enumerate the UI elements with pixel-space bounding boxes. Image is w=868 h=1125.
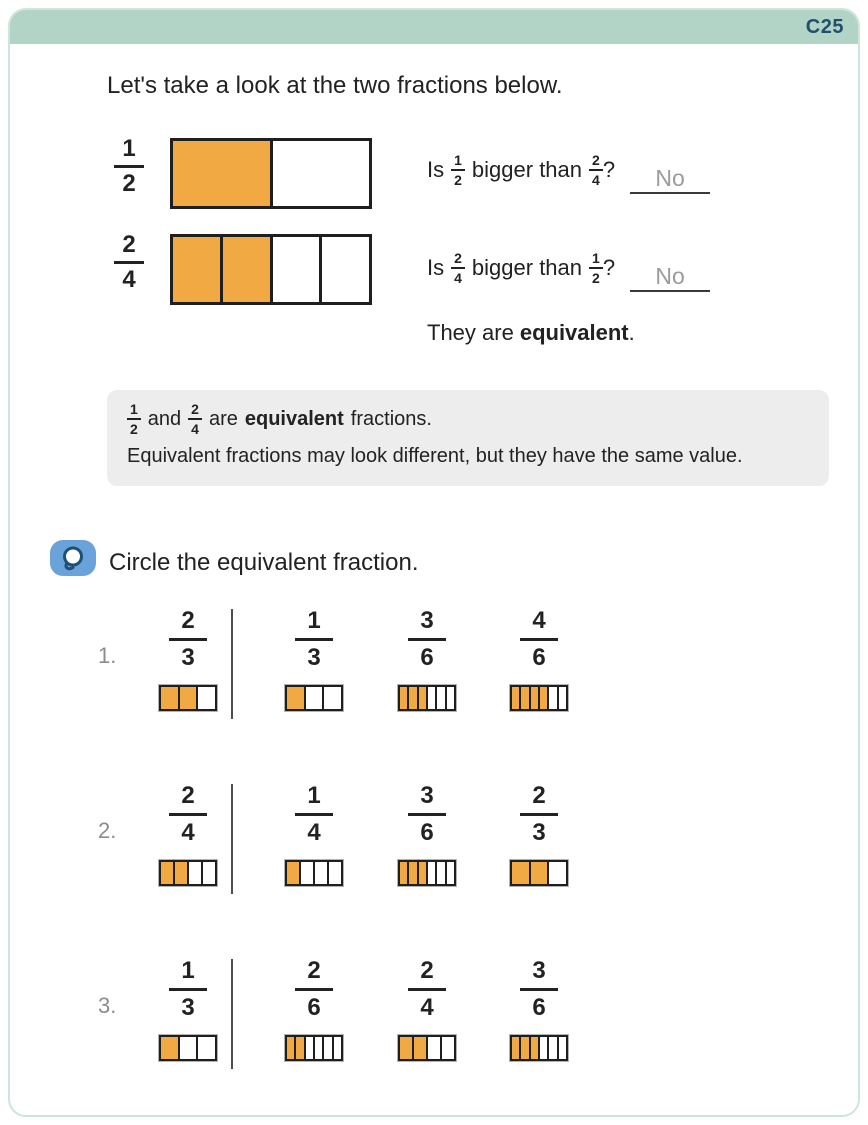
option-fraction[interactable]: $\frac{2}{3}$: [484, 782, 594, 886]
empty-cell: [426, 1037, 440, 1059]
fraction-line: [114, 261, 144, 264]
problem-number: 1.: [98, 643, 117, 668]
fraction-bar: [398, 860, 456, 886]
empty-cell: [187, 862, 201, 884]
empty-cell: [178, 1037, 197, 1059]
divider-line: [231, 959, 233, 1069]
problem-row-3: [10, 957, 858, 1117]
option-fraction[interactable]: $\frac{4}{6}$: [484, 607, 594, 711]
filled-cell: [512, 687, 519, 709]
empty-cell: [196, 1037, 215, 1059]
exercise-prompt: Circle the equivalent fraction.: [109, 549, 419, 576]
empty-cell: [445, 687, 454, 709]
filled-cell: [519, 1037, 528, 1059]
worksheet-card: [8, 8, 860, 1117]
header-band: [10, 10, 858, 44]
empty-cell: [327, 862, 341, 884]
option-fraction[interactable]: $\frac{3}{6}$: [484, 957, 594, 1061]
empty-cell: [557, 1037, 566, 1059]
fraction-bar: [510, 860, 568, 886]
empty-cell: [299, 862, 313, 884]
option-fraction[interactable]: $\frac{1}{4}$: [259, 782, 369, 886]
fraction-line: [520, 813, 558, 816]
question-mark: ?: [602, 157, 616, 182]
empty-cell: [538, 1037, 547, 1059]
filled-cell: [412, 1037, 426, 1059]
question-icon: [50, 540, 96, 576]
question-mark: ?: [602, 255, 616, 280]
question-text: bigger than: [471, 255, 583, 280]
filled-cell: [287, 1037, 294, 1059]
fraction-bar: [510, 685, 568, 711]
empty-cell: [435, 687, 444, 709]
fraction-bar: [398, 1035, 456, 1061]
filled-cell: [173, 141, 270, 206]
question-text: Is: [427, 157, 445, 182]
empty-cell: [270, 237, 320, 302]
filled-cell: [529, 1037, 538, 1059]
option-fraction[interactable]: $\frac{3}{6}$: [372, 607, 482, 711]
fraction-line: [169, 813, 207, 816]
empty-cell: [201, 862, 215, 884]
answer-blank-2[interactable]: [630, 263, 710, 292]
empty-cell: [322, 687, 341, 709]
filled-cell: [294, 1037, 303, 1059]
fraction-label-one-half: 1 2: [107, 136, 151, 197]
info-line-2: Equivalent fractions may look different, but they have the same value.: [127, 445, 743, 467]
inline-fraction-with-question-mark: [589, 251, 615, 285]
fraction-bar: [285, 860, 343, 886]
answer-text: No: [655, 164, 685, 191]
filled-cell: [529, 862, 548, 884]
filled-cell: [538, 687, 547, 709]
filled-cell: [529, 687, 538, 709]
fraction-line: [408, 813, 446, 816]
empty-cell: [313, 862, 327, 884]
empty-cell: [426, 862, 435, 884]
target-fraction: $\frac{2}{3}$: [133, 607, 243, 711]
filled-cell: [161, 862, 173, 884]
empty-cell: [313, 1037, 322, 1059]
filled-cell: [178, 687, 197, 709]
filled-cell: [512, 862, 529, 884]
fraction-line: [520, 988, 558, 991]
empty-cell: [304, 1037, 313, 1059]
empty-cell: [557, 687, 566, 709]
filled-cell: [519, 687, 528, 709]
filled-cell: [400, 1037, 412, 1059]
answer-text: No: [655, 262, 685, 289]
option-fraction[interactable]: $\frac{3}{6}$: [372, 782, 482, 886]
filled-cell: [161, 1037, 178, 1059]
filled-cell: [161, 687, 178, 709]
filled-cell: [220, 237, 270, 302]
empty-cell: [440, 1037, 454, 1059]
option-fraction[interactable]: $\frac{2}{4}$: [372, 957, 482, 1061]
problem-row-1: [10, 607, 858, 782]
fraction-bar-two-fourths: [170, 234, 372, 305]
problem-number: 3.: [98, 993, 117, 1018]
fraction-line: [114, 165, 144, 168]
empty-cell: [304, 687, 323, 709]
fraction-bar: [285, 1035, 343, 1061]
empty-cell: [547, 687, 556, 709]
filled-cell: [400, 862, 407, 884]
option-fraction[interactable]: $\frac{1}{3}$: [259, 607, 369, 711]
fraction-line: [520, 638, 558, 641]
empty-cell: [435, 862, 444, 884]
fraction-line: [295, 638, 333, 641]
inline-fraction-with-question-mark: [589, 153, 615, 187]
question-2: [427, 242, 710, 294]
filled-cell: [287, 862, 299, 884]
empty-cell: [445, 862, 454, 884]
empty-cell: [332, 1037, 341, 1059]
filled-cell: [173, 237, 220, 302]
filled-cell: [400, 687, 407, 709]
problem-number: 2.: [98, 818, 117, 843]
empty-cell: [547, 1037, 556, 1059]
inline-fraction: $\frac{2}{4}$: [188, 402, 202, 436]
empty-cell: [319, 237, 369, 302]
question-1: [427, 144, 710, 196]
target-fraction: $\frac{2}{4}$: [133, 782, 243, 886]
answer-blank-1[interactable]: [630, 165, 710, 194]
fraction-label-two-fourths: 2 4: [107, 232, 151, 293]
divider-line: [231, 784, 233, 894]
question-text: bigger than: [471, 157, 583, 182]
fraction-line: [295, 988, 333, 991]
empty-cell: [426, 687, 435, 709]
filled-cell: [417, 687, 426, 709]
fraction-line: [408, 988, 446, 991]
question-text: Is: [427, 255, 445, 280]
fraction-line: [408, 638, 446, 641]
fraction-line: [169, 988, 207, 991]
empty-cell: [547, 862, 566, 884]
page-code: C25: [805, 15, 844, 38]
fraction-bar: [510, 1035, 568, 1061]
empty-cell: [270, 141, 370, 206]
fraction-line: [295, 813, 333, 816]
filled-cell: [512, 1037, 519, 1059]
fraction-bar-one-half: [170, 138, 372, 209]
divider-line: [231, 609, 233, 719]
inline-fraction: $\frac{1}{2}$: [451, 153, 465, 187]
intro-title: Let's take a look at the two fractions below.: [107, 72, 563, 99]
fraction-bar: [285, 685, 343, 711]
info-box: [107, 390, 829, 486]
conclusion-text: They are equivalent.: [427, 320, 635, 345]
empty-cell: [196, 687, 215, 709]
empty-cell: [322, 1037, 331, 1059]
target-fraction: $\frac{1}{3}$: [133, 957, 243, 1061]
inline-fraction: $\frac{2}{4}$: [589, 153, 603, 187]
fraction-bar: [159, 860, 217, 886]
fraction-line: [169, 638, 207, 641]
filled-cell: [407, 687, 416, 709]
fraction-bar: [398, 685, 456, 711]
filled-cell: [417, 862, 426, 884]
inline-fraction: $\frac{2}{4}$: [451, 251, 465, 285]
fraction-bar: [159, 685, 217, 711]
fraction-bar: [159, 1035, 217, 1061]
info-line-1: $\frac{1}{2}$ and $\frac{2}{4}$ are equivalent fractions.: [127, 402, 809, 436]
option-fraction[interactable]: $\frac{2}{6}$: [259, 957, 369, 1061]
filled-cell: [407, 862, 416, 884]
problem-row-2: [10, 782, 858, 957]
inline-fraction: $\frac{1}{2}$: [589, 251, 603, 285]
filled-cell: [287, 687, 304, 709]
filled-cell: [173, 862, 187, 884]
inline-fraction: $\frac{1}{2}$: [127, 402, 141, 436]
